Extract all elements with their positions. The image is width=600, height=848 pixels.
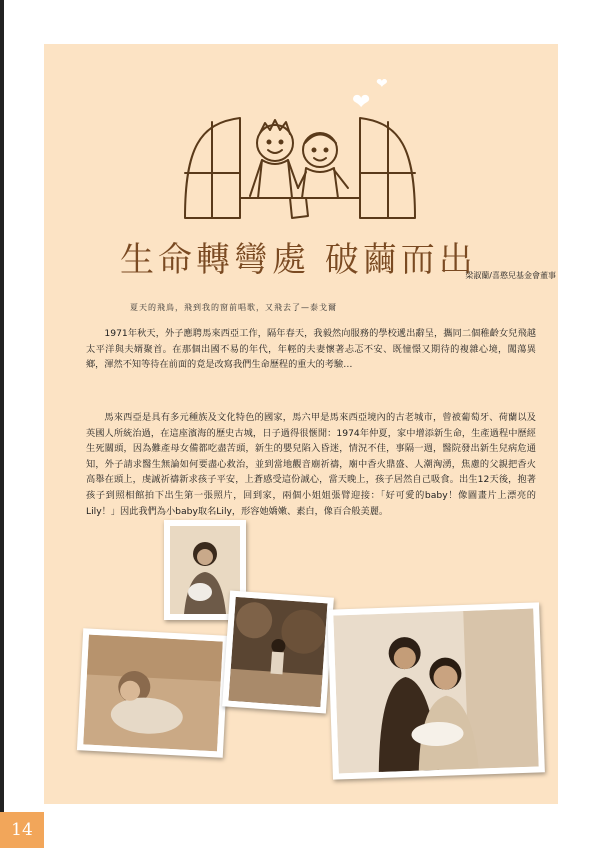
heart-icon: ❤ (376, 76, 388, 92)
children-window-illustration (180, 88, 420, 228)
toddler-in-garden-photo (222, 591, 334, 714)
epigraph-quote: 夏天的飛鳥，飛到我的窗前唱歌，又飛去了—泰戈爾 (130, 303, 337, 312)
article-title: 生命轉彎處 破繭而出 (120, 240, 477, 280)
heart-icon: ❤ (352, 90, 371, 115)
baby-sleeping-photo (77, 628, 229, 757)
page-number: 14 (0, 812, 44, 848)
page-edge-line (0, 0, 4, 820)
mother-and-daughter-cake-photo (327, 602, 545, 779)
author-byline: 梁淑蘭/喜憨兒基金會董事 (465, 271, 556, 280)
body-paragraph: 馬來西亞是具有多元種族及文化特色的國家，馬六甲是馬來西亞境內的古老城市，曾被葡萄牙、荷蘭以及英國人所統治過，在這座濱海的歷史古城，日子過得很愜閒：1974年仲夏，家中增添新生命，生產過程中歷經生死關頭，因為難產母女備都吃盡苦頭，新生的嬰兒陷入昏迷，情況不佳，事隔一週，醫院發出新生兒病危通知，外子請求醫生無論如何要盡心救治，並到當地觀音廟祈禱，廟中香火鼎盛、人潮洶湧，焦慮的父親把香火高舉在頭上，虔誠祈禱新求孩子平安，上蒼感受這份誠心，當天晚上，孩子居然自己吸食。出生12天後，抱著孩子到照相館拍下出生第一張照片，回到家，兩個小姐姐張臂迎接：「好可愛的baby！像圖畫片上漂亮的Lily！」因此我們為小baby取名Lily，形容她嬌嫩、素白，像百合般美麗。 (86, 412, 536, 517)
body-paragraph: 1971年秋天，外子應聘馬來西亞工作，隔年春天，我毅然向服務的學校遞出辭呈，攜同二個稚齡女兒飛越太平洋與夫婿聚首。在那個出國不易的年代，年輕的夫妻懷著忐忑不安、既憧憬又期待的複雜心境，闖蕩異鄉，渾然不知等待在前面的竟是改寫我們生命歷程的重大的考驗… (86, 328, 536, 371)
